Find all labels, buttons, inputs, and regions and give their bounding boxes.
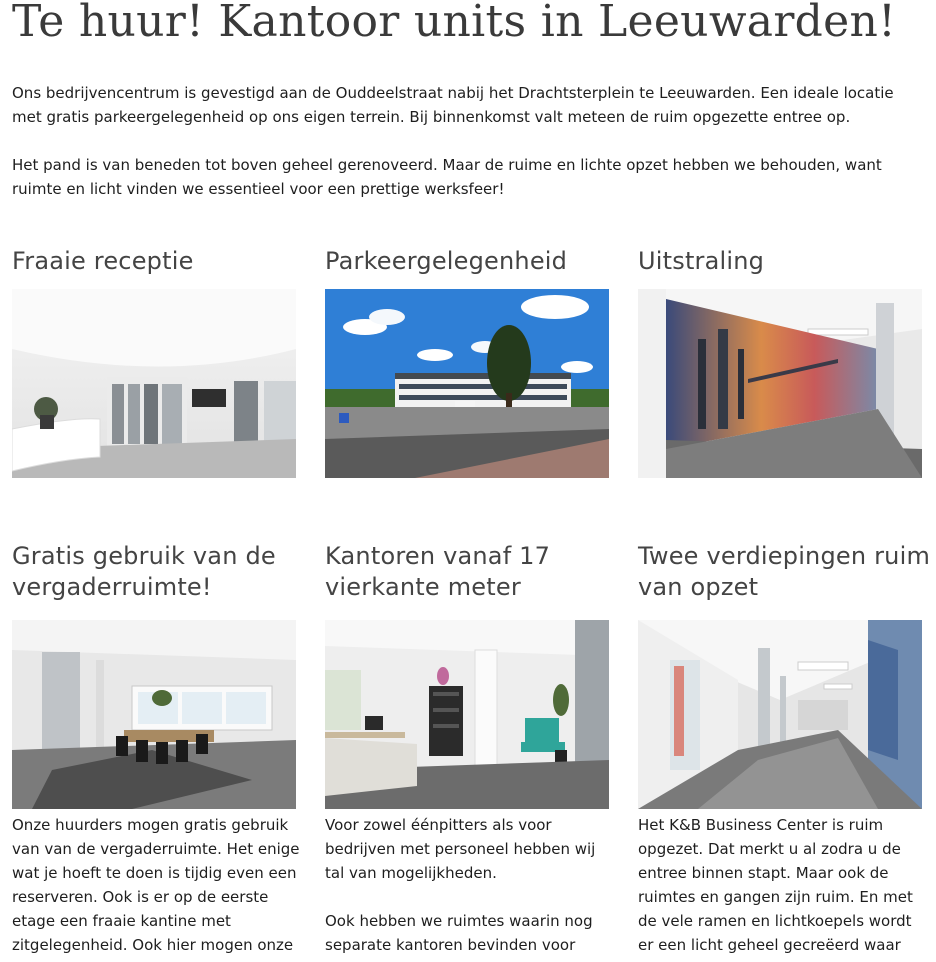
feature-paragraph: Ook hebben we ruimtes waarin nog separate kantoren bevinden voor bbox=[325, 912, 593, 954]
feature-description bbox=[638, 813, 928, 962]
corridor-photo bbox=[638, 620, 922, 809]
feature-heading: Gratis gebruik van de vergaderruimte! bbox=[12, 542, 276, 601]
hallway-mural-photo bbox=[638, 289, 922, 478]
feature-description bbox=[12, 813, 302, 962]
feature-heading: Fraaie receptie bbox=[12, 247, 194, 275]
feature-description bbox=[325, 813, 615, 962]
feature-heading: Kantoren vanaf 17 vierkante meter bbox=[325, 542, 551, 601]
feature-heading: Twee verdiepingen ruim van opzet bbox=[638, 542, 931, 601]
feature-heading: Uitstraling bbox=[638, 247, 765, 275]
feature-paragraph: Onze huurders mogen gratis gebruik van van de vergaderruimte. Het enige wat je hoeft te doen is tijdig even een reserveren. Ook is er op de eerste etage een fraaie kantine met zitgelegenheid. Ook hier mogen onze bbox=[12, 816, 300, 954]
intro-paragraph: Het pand is van beneden tot boven geheel gerenoveerd. Maar de ruime en lichte opzet hebben we behouden, want ruimte en licht vinden we essentieel voor een prettige werksfeer! bbox=[12, 156, 882, 198]
parking-photo bbox=[325, 289, 609, 478]
feature-paragraph: Het K&B Business Center is ruim opgezet. Dat merkt u al zodra u de entree binnen stapt. Maar ook de ruimtes en gangen zijn ruim. En met de vele ramen en lichtkoepels wordt er een licht geheel gecreëerd waar bbox=[638, 816, 913, 954]
feature-heading: Parkeergelegenheid bbox=[325, 247, 568, 275]
feature-paragraph: Voor zowel éénpitters als voor bedrijven met personeel hebben wij tal van mogelijkheden. bbox=[325, 816, 596, 882]
office-photo bbox=[325, 620, 609, 809]
reception-photo bbox=[12, 289, 296, 478]
meeting-room-photo bbox=[12, 620, 296, 809]
intro-paragraph: Ons bedrijvencentrum is gevestigd aan de Ouddeelstraat nabij het Drachtsterplein te Leeuwarden. Een ideale locatie met gratis parkeergelegenheid op ons eigen terrein. Bij binnenkomst valt meteen de ruim opgezette entree op. bbox=[12, 84, 894, 126]
page-title: Te huur! Kantoor units in Leeuwarden! bbox=[12, 0, 897, 47]
